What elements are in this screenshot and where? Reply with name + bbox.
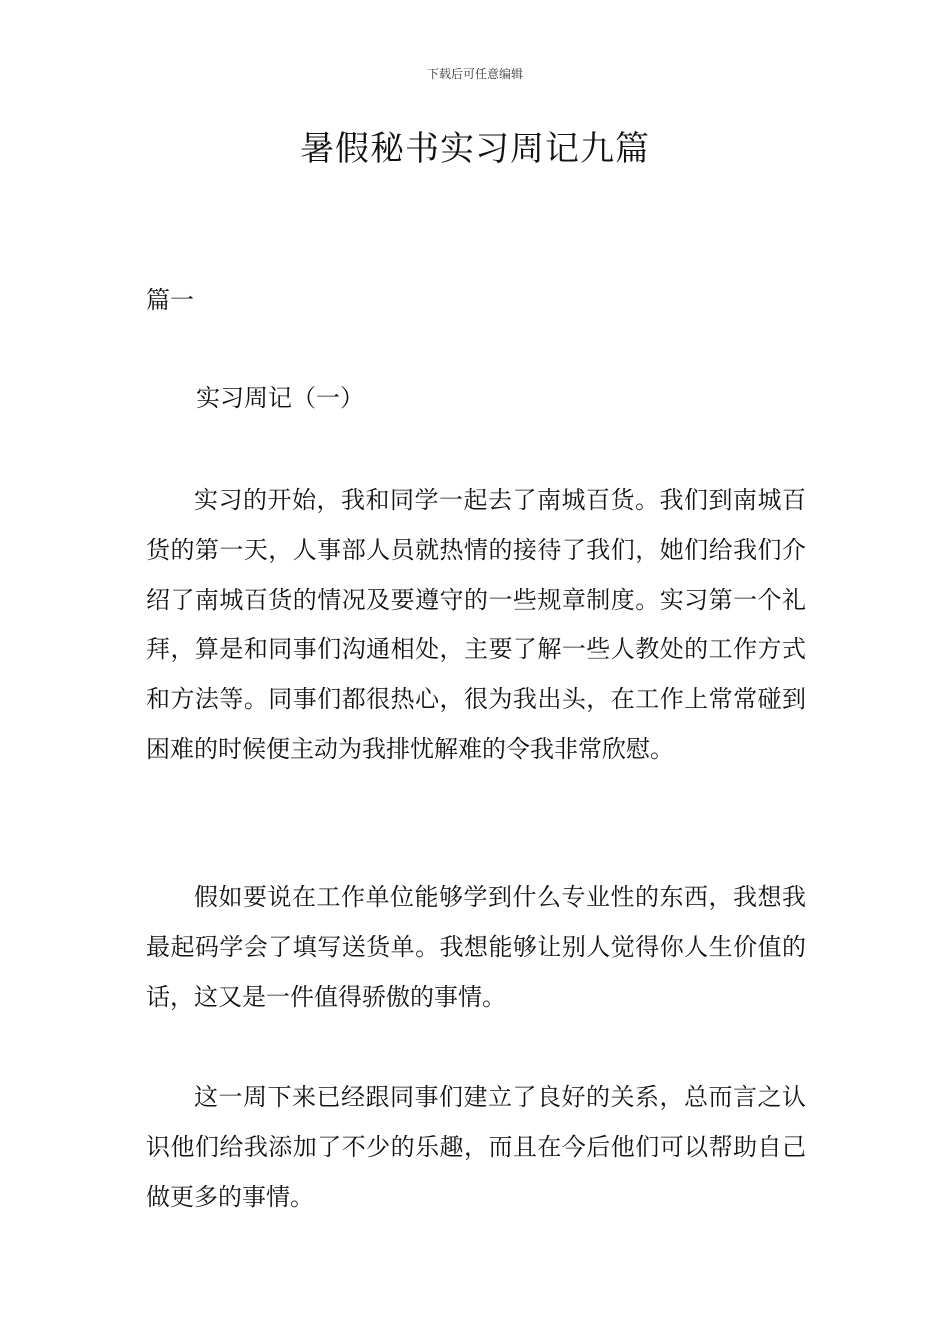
body-paragraph-3: 这一周下来已经跟同事们建立了良好的关系，总而言之认识他们给我添加了不少的乐趣，而且在今后他们可以帮助自己做更多的事情。 [146,1083,806,1211]
header-note: 下载后可任意编辑 [426,67,523,81]
body-paragraph-2: 假如要说在工作单位能够学到什么专业性的东西，我想我最起码学会了填写送货单。我想能够让别人觉得你人生价值的话，这又是一件值得骄傲的事情。 [146,883,806,1011]
section-subheading: 实习周记（一） [196,384,364,412]
document-title: 暑假秘书实习周记九篇 [300,129,650,169]
body-paragraph-1: 实习的开始，我和同学一起去了南城百货。我们到南城百货的第一天，人事部人员就热情的接待了我们，她们给我们介绍了南城百货的情况及要遵守的一些规章制度。实习第一个礼拜，算是和同事们沟通相处，主要了解一些人教处的工作方式和方法等。同事们都很热心，很为我出头，在工作上常常碰到困难的时候便主动为我排忧解难的令我非常欣慰。 [146,486,806,763]
section-label: 篇一 [146,286,194,314]
